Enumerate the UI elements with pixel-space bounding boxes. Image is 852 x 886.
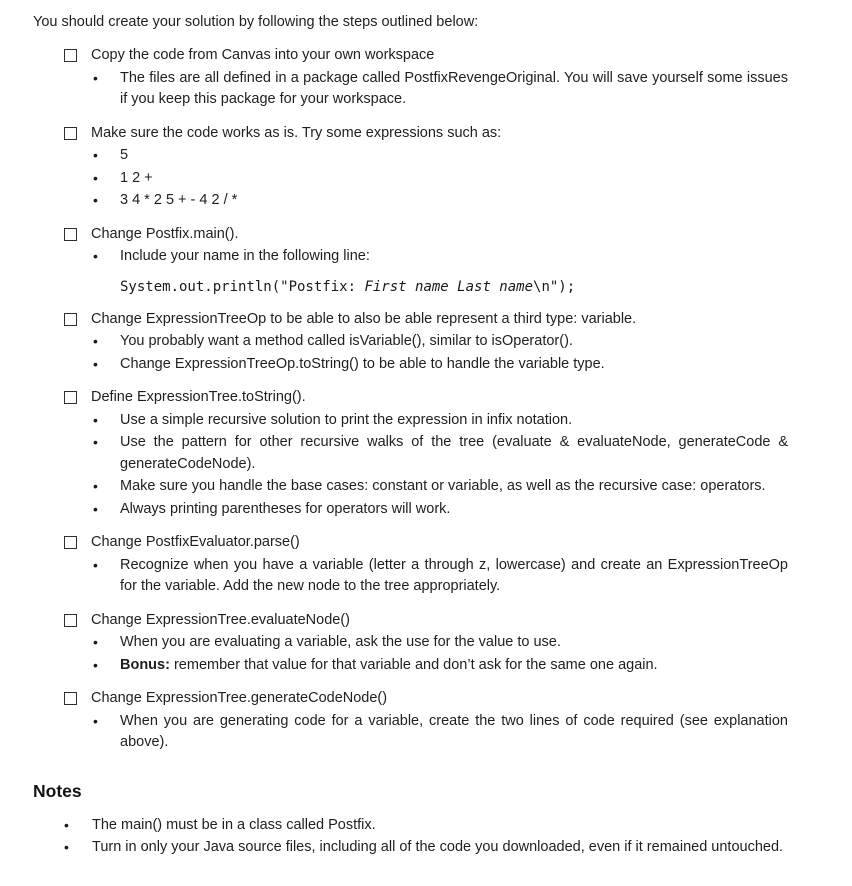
bullet-text: [120, 410, 788, 432]
step-label: Change ExpressionTree.evaluateNode(): [91, 611, 350, 628]
bullet-item: [93, 246, 788, 268]
step-item: [33, 688, 788, 754]
note-text: Turn in only your Java source files, including all of the code you downloaded, even if it remained untouched.: [92, 839, 784, 855]
bullet-icon: •: [93, 169, 98, 186]
text-segment: When you are generating code for a variable, create the two lines of code required (see explanation above).: [120, 712, 788, 750]
bullet-item: [93, 354, 788, 376]
bullet-item: [93, 432, 788, 475]
text-segment: remember that value for that variable and don’t ask for the same one again.: [169, 656, 658, 673]
bullet-text: [120, 354, 788, 376]
notes-list: [33, 815, 788, 859]
checkbox-icon: [64, 536, 77, 549]
bullet-icon: •: [93, 656, 98, 673]
bullet-icon: •: [93, 634, 98, 650]
text-segment: Use a simple recursive solution to print the expression in infix notation.: [120, 411, 573, 428]
bullet-icon: •: [93, 411, 98, 428]
bullet-item: [93, 331, 788, 353]
text-segment: 5: [120, 147, 129, 163]
checkbox-icon: [64, 313, 77, 326]
bullet-text: [120, 499, 788, 521]
bullet-icon: •: [93, 355, 98, 372]
bullet-text: [120, 655, 788, 677]
step-item: [33, 532, 788, 598]
bullet-item: [93, 68, 788, 111]
text-segment: Include your name in the following line:: [120, 248, 370, 264]
bullet-text: [120, 145, 788, 167]
bullet-text: [120, 632, 788, 654]
text-segment: Recognize when you have a variable (letter a through z, lowercase) and create an ExpressionTreeOp for the variable. Add the new node to the tree appropriately.: [120, 556, 788, 594]
step-item: [33, 610, 788, 677]
step-item: [33, 309, 788, 376]
bullet-icon: •: [93, 248, 98, 264]
step-item: [33, 387, 788, 520]
step-header: [64, 309, 788, 331]
bullet-icon: •: [64, 816, 69, 833]
text-segment: 1 2 +: [120, 169, 153, 186]
bullet-icon: •: [93, 434, 98, 450]
bullet-icon: •: [93, 147, 98, 163]
bullet-text: [120, 711, 788, 754]
bullet-text: [120, 190, 788, 212]
bullet-item: [93, 168, 788, 190]
step-header: [64, 610, 788, 632]
bullet-text: [120, 246, 788, 268]
bullet-icon: •: [93, 478, 98, 494]
bullet-item: [93, 555, 788, 598]
checkbox-icon: [64, 614, 77, 627]
intro-text: You should create your solution by following the steps outlined below:: [33, 14, 479, 30]
checkbox-icon: [64, 228, 77, 241]
bullet-text: [120, 555, 788, 598]
step-header: [64, 532, 788, 554]
bullet-item: [93, 145, 788, 167]
text-segment: The files are all defined in a package called PostfixRevengeOriginal. You will save yourself some issues if you keep this package for your workspace.: [120, 69, 788, 107]
text-segment: Make sure you handle the base cases: constant or variable, as well as the recursive case: operators.: [120, 478, 766, 494]
code-line: [120, 277, 788, 297]
text-segment: Change ExpressionTreeOp.toString() to be able to handle the variable type.: [120, 355, 605, 372]
bullet-item: [93, 190, 788, 212]
bullet-icon: •: [93, 556, 98, 573]
step-label: Make sure the code works as is. Try some expressions such as:: [91, 124, 502, 141]
bullet-item: [93, 476, 788, 498]
step-header: [64, 688, 788, 710]
checkbox-icon: [64, 391, 77, 404]
bullet-item: [93, 711, 788, 754]
text-segment: Use the pattern for other recursive walks of the tree (evaluate & evaluateNode, generateCode & generateCodeNode).: [120, 434, 788, 472]
bullet-text: [120, 476, 788, 498]
bullet-item: [93, 632, 788, 654]
step-header: [64, 224, 788, 246]
notes-heading: Notes: [33, 780, 82, 801]
step-item: [33, 45, 788, 111]
text-segment: Always printing parentheses for operators will work.: [120, 500, 451, 517]
bullet-icon: •: [93, 333, 98, 349]
text-segment: First name Last name: [364, 278, 534, 295]
step-label: Change Postfix.main().: [91, 225, 239, 242]
bullet-item: [93, 655, 788, 677]
bullet-icon: •: [93, 192, 98, 208]
text-segment: When you are evaluating a variable, ask the use for the value to use.: [120, 634, 561, 650]
checkbox-icon: [64, 127, 77, 140]
step-item: [33, 123, 788, 212]
note-item: [64, 815, 788, 837]
note-item: [64, 837, 788, 859]
bullet-icon: •: [93, 69, 98, 86]
bullet-text: [120, 331, 788, 353]
bullet-text: [120, 168, 788, 190]
step-header: [64, 123, 788, 145]
step-label: Change PostfixEvaluator.parse(): [91, 534, 300, 550]
text-segment: \n");: [533, 278, 576, 295]
bullet-item: [93, 410, 788, 432]
checkbox-icon: [64, 49, 77, 62]
step-label: Copy the code from Canvas into your own workspace: [91, 47, 435, 63]
bullet-text: [120, 68, 788, 111]
bullet-item: [93, 499, 788, 521]
text-segment: You probably want a method called isVariable(), similar to isOperator().: [120, 333, 573, 349]
step-label: Define ExpressionTree.toString().: [91, 389, 306, 405]
step-label: Change ExpressionTreeOp to be able to also be able represent a third type: variable.: [91, 310, 637, 327]
text-segment: Bonus:: [120, 656, 170, 673]
bullet-text: [120, 432, 788, 475]
note-text: The main() must be in a class called Postfix.: [92, 816, 376, 833]
step-item: [33, 224, 788, 297]
text-segment: System.out.println("Postfix:: [120, 278, 365, 295]
text-segment: 3 4 * 2 5 + - 4 2 / *: [120, 192, 238, 208]
step-header: [64, 387, 788, 409]
step-label: Change ExpressionTree.generateCodeNode(): [91, 690, 388, 706]
steps-list: [33, 45, 788, 754]
bullet-icon: •: [64, 839, 69, 855]
bullet-icon: •: [93, 500, 98, 517]
checkbox-icon: [64, 692, 77, 705]
step-header: [64, 45, 788, 67]
bullet-icon: •: [93, 712, 98, 729]
